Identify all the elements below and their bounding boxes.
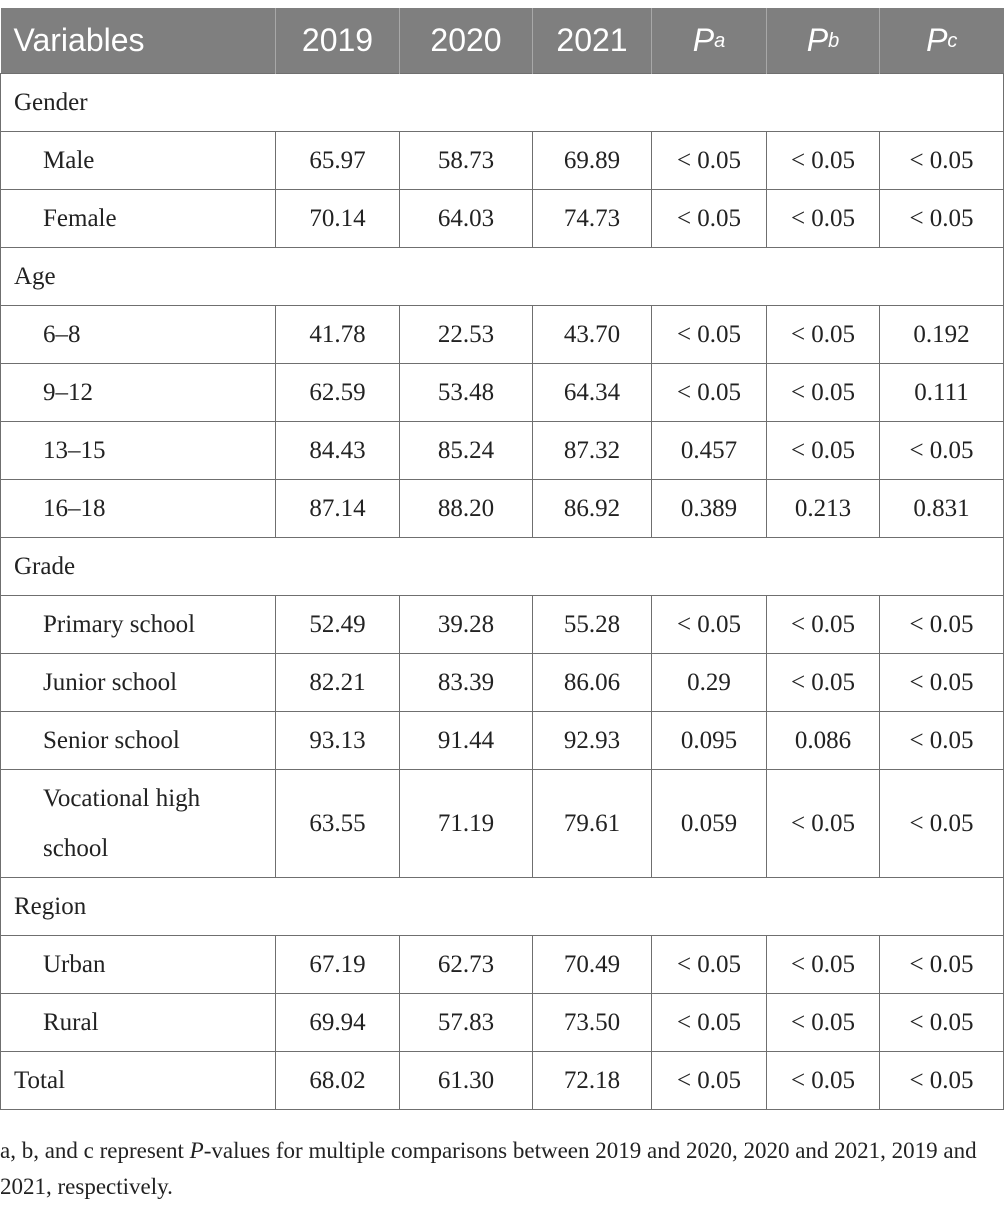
header-pb-base: P [806, 22, 829, 58]
header-row [1, 8, 1004, 74]
cell-2020: 88.20 [400, 480, 533, 538]
table-row [1, 596, 1004, 654]
table-row [1, 364, 1004, 422]
table-row [1, 936, 1004, 994]
cell-2021: 92.93 [533, 712, 652, 770]
cell-2020: 39.28 [400, 596, 533, 654]
cell-pb: < 0.05 [767, 994, 880, 1052]
cell-pa: < 0.05 [652, 596, 767, 654]
cell-pc: 0.111 [880, 364, 1004, 422]
cell-2019: 68.02 [276, 1052, 400, 1110]
cell-pa: < 0.05 [652, 1052, 767, 1110]
header-pa-sup: a [714, 30, 726, 52]
cell-2021: 74.73 [533, 190, 652, 248]
row-label-line1: Vocational high [43, 784, 201, 812]
row-label: Rural [1, 994, 276, 1052]
section-row-region [1, 878, 1004, 936]
table-row [1, 132, 1004, 190]
row-label: 9–12 [1, 364, 276, 422]
section-label: Age [1, 248, 1004, 306]
cell-2021: 79.61 [533, 770, 652, 878]
row-label: Senior school [1, 712, 276, 770]
cell-pc: < 0.05 [880, 1052, 1004, 1110]
cell-2020: 57.83 [400, 994, 533, 1052]
cell-pb: < 0.05 [767, 936, 880, 994]
cell-pb: 0.086 [767, 712, 880, 770]
cell-pa: < 0.05 [652, 364, 767, 422]
cell-2019: 41.78 [276, 306, 400, 364]
section-row-grade [1, 538, 1004, 596]
cell-2019: 65.97 [276, 132, 400, 190]
header-pc [880, 8, 1004, 74]
row-label: Total [1, 1052, 276, 1110]
table-row [1, 190, 1004, 248]
header-pb-sup: b [828, 30, 840, 52]
header-pb [767, 8, 880, 74]
cell-pa: 0.389 [652, 480, 767, 538]
row-label: Primary school [1, 596, 276, 654]
cell-2020: 58.73 [400, 132, 533, 190]
cell-2021: 87.32 [533, 422, 652, 480]
cell-2021: 64.34 [533, 364, 652, 422]
cell-pb: < 0.05 [767, 770, 880, 878]
cell-2020: 61.30 [400, 1052, 533, 1110]
cell-2021: 72.18 [533, 1052, 652, 1110]
table-row [1, 712, 1004, 770]
section-row-age [1, 248, 1004, 306]
header-2020: 2020 [400, 8, 533, 74]
cell-pb: < 0.05 [767, 596, 880, 654]
table-body [1, 74, 1004, 1110]
section-label: Region [1, 878, 1004, 936]
cell-pc: < 0.05 [880, 422, 1004, 480]
cell-2019: 67.19 [276, 936, 400, 994]
table-footnote [0, 1133, 1000, 1205]
cell-2019: 82.21 [276, 654, 400, 712]
header-pa-base: P [692, 22, 715, 58]
row-label: Male [1, 132, 276, 190]
header-pa [652, 8, 767, 74]
header-2021: 2021 [533, 8, 652, 74]
table-row [1, 654, 1004, 712]
cell-2019: 63.55 [276, 770, 400, 878]
header-2019: 2019 [276, 8, 400, 74]
cell-pa: < 0.05 [652, 190, 767, 248]
cell-2020: 83.39 [400, 654, 533, 712]
row-label: Junior school [1, 654, 276, 712]
cell-pc: 0.831 [880, 480, 1004, 538]
row-label: Urban [1, 936, 276, 994]
cell-2021: 86.06 [533, 654, 652, 712]
footnote-prefix: a, b, and c represent [0, 1138, 190, 1163]
cell-pb: < 0.05 [767, 364, 880, 422]
cell-2019: 62.59 [276, 364, 400, 422]
cell-pb: < 0.05 [767, 422, 880, 480]
table-row [1, 422, 1004, 480]
cell-pc: < 0.05 [880, 654, 1004, 712]
cell-pc: < 0.05 [880, 994, 1004, 1052]
table-header [1, 8, 1004, 74]
cell-pa: < 0.05 [652, 936, 767, 994]
cell-2021: 69.89 [533, 132, 652, 190]
cell-pc: < 0.05 [880, 190, 1004, 248]
cell-2021: 86.92 [533, 480, 652, 538]
cell-2020: 64.03 [400, 190, 533, 248]
cell-pa: < 0.05 [652, 994, 767, 1052]
header-variables: Variables [1, 8, 276, 74]
cell-2020: 62.73 [400, 936, 533, 994]
cell-pb: < 0.05 [767, 1052, 880, 1110]
cell-pc: < 0.05 [880, 132, 1004, 190]
cell-pc: < 0.05 [880, 712, 1004, 770]
row-label [1, 770, 276, 878]
cell-pc: < 0.05 [880, 770, 1004, 878]
footnote-italic-p: P [189, 1138, 204, 1163]
table-row [1, 994, 1004, 1052]
section-label: Gender [1, 74, 1004, 132]
cell-2021: 55.28 [533, 596, 652, 654]
cell-pa: < 0.05 [652, 132, 767, 190]
cell-pb: < 0.05 [767, 306, 880, 364]
cell-pa: < 0.05 [652, 306, 767, 364]
cell-2019: 69.94 [276, 994, 400, 1052]
cell-2019: 87.14 [276, 480, 400, 538]
cell-pc: < 0.05 [880, 936, 1004, 994]
table-row [1, 770, 1004, 878]
data-table [0, 8, 1004, 1110]
cell-2021: 43.70 [533, 306, 652, 364]
cell-2020: 71.19 [400, 770, 533, 878]
cell-pa: 0.095 [652, 712, 767, 770]
cell-2020: 91.44 [400, 712, 533, 770]
section-row-gender [1, 74, 1004, 132]
cell-pb: < 0.05 [767, 190, 880, 248]
row-label: 6–8 [1, 306, 276, 364]
header-pc-base: P [926, 22, 948, 58]
cell-2020: 85.24 [400, 422, 533, 480]
cell-2019: 52.49 [276, 596, 400, 654]
row-label: Female [1, 190, 276, 248]
cell-2019: 93.13 [276, 712, 400, 770]
cell-2019: 70.14 [276, 190, 400, 248]
table-row [1, 306, 1004, 364]
cell-2020: 22.53 [400, 306, 533, 364]
cell-pc: 0.192 [880, 306, 1004, 364]
cell-2020: 53.48 [400, 364, 533, 422]
cell-pb: < 0.05 [767, 654, 880, 712]
footnote-suffix: -values for multiple comparisons between 2019 and 2020, 2020 and 2021, 2019 and 2021, respectively. [0, 1138, 977, 1199]
row-label: 13–15 [1, 422, 276, 480]
cell-2021: 70.49 [533, 936, 652, 994]
cell-pa: 0.457 [652, 422, 767, 480]
cell-pa: 0.29 [652, 654, 767, 712]
table-row [1, 480, 1004, 538]
row-label: 16–18 [1, 480, 276, 538]
section-label: Grade [1, 538, 1004, 596]
cell-pc: < 0.05 [880, 596, 1004, 654]
cell-2021: 73.50 [533, 994, 652, 1052]
cell-pb: 0.213 [767, 480, 880, 538]
cell-2019: 84.43 [276, 422, 400, 480]
cell-pa: 0.059 [652, 770, 767, 878]
header-pc-sup: c [947, 30, 958, 52]
cell-pb: < 0.05 [767, 132, 880, 190]
row-label-line2: school [43, 834, 109, 862]
total-row [1, 1052, 1004, 1110]
